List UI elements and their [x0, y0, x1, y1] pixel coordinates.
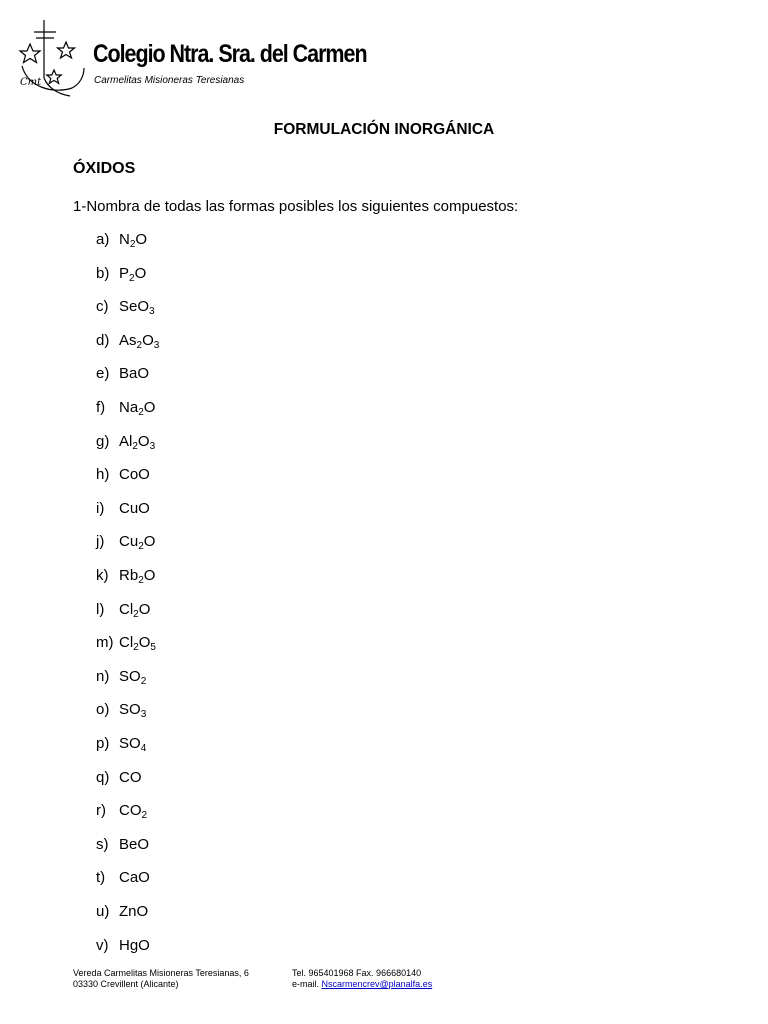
footer-email-label: e-mail.: [292, 979, 322, 989]
item-label: f): [96, 399, 106, 416]
formula-subscript: 2: [140, 675, 147, 687]
item-label: c): [96, 298, 109, 316]
formula-subscript: 2: [138, 575, 144, 586]
school-subtitle: Carmelitas Misioneras Teresianas: [94, 75, 245, 86]
formula-subscript: 2: [138, 407, 144, 418]
formula-symbol: Na: [119, 399, 139, 416]
list-item: [96, 533, 155, 553]
formula-subscript: 4: [140, 743, 147, 754]
list-item: [96, 298, 155, 318]
chemical-formula: [119, 298, 155, 318]
formula-symbol: ZnO: [119, 903, 149, 920]
formula-subscript: 2: [133, 642, 139, 654]
list-item: [96, 802, 147, 822]
chemical-formula: [119, 365, 149, 382]
list-item: [96, 399, 155, 419]
chemical-formula: [119, 769, 142, 786]
list-item: [96, 869, 150, 889]
chemical-formula: [119, 668, 146, 685]
formula-symbol: CuO: [119, 499, 150, 517]
chemical-formula: [119, 533, 156, 553]
formula-symbol: O: [138, 634, 151, 652]
chemical-formula: [119, 802, 148, 822]
formula-symbol: As: [119, 331, 137, 349]
chemical-formula: [119, 433, 155, 450]
formula-symbol: O: [143, 567, 156, 584]
formula-symbol: BeO: [119, 835, 150, 853]
footer-address-line: 03330 Crevillent (Alicante): [73, 979, 179, 989]
list-item: [96, 433, 155, 453]
chemical-formula: [119, 836, 149, 853]
list-item: [96, 701, 146, 721]
formula-symbol: Al: [119, 432, 133, 450]
formula-symbol: O: [142, 331, 154, 349]
formula-symbol: N: [119, 231, 130, 248]
formula-subscript: 3: [149, 440, 156, 452]
footer-email-line: [292, 979, 432, 990]
item-label: t): [96, 869, 106, 887]
item-label: r): [96, 802, 106, 820]
formula-symbol: O: [143, 533, 156, 551]
formula-subscript: 2: [138, 541, 144, 553]
list-item: [96, 500, 150, 520]
item-label: m): [96, 634, 114, 652]
formula-symbol: BaO: [119, 365, 150, 383]
formula-symbol: SO: [119, 735, 141, 752]
formula-symbol: HgO: [119, 936, 150, 954]
page-title: FORMULACIÓN INORGÁNICA: [273, 121, 495, 138]
chemical-formula: [119, 869, 150, 886]
footer-address: [73, 968, 249, 990]
star-icon: [20, 44, 40, 63]
formula-subscript: 2: [129, 239, 136, 250]
chemical-formula: [119, 701, 147, 721]
formula-symbol: SO: [119, 701, 141, 719]
chemical-formula: [119, 399, 155, 416]
list-item: [96, 567, 155, 587]
item-label: a): [96, 231, 110, 248]
formula-symbol: Cl: [119, 600, 134, 618]
exercise-instruction: 1-Nombra de todas las formas posibles los siguientes compuestos:: [73, 198, 519, 215]
list-item: [96, 735, 146, 755]
formula-symbol: Cu: [119, 533, 139, 551]
formula-subscript: 2: [129, 272, 135, 284]
formula-symbol: P: [119, 264, 130, 282]
chemical-formula: [119, 231, 147, 248]
list-item: [96, 769, 142, 789]
chemical-formula: [119, 332, 159, 349]
item-label: o): [96, 701, 110, 719]
chemical-formula: [119, 567, 155, 584]
footer-phone: Tel. 965401968 Fax. 966680140: [292, 968, 422, 978]
school-name: Colegio Ntra. Sra. del Carmen: [93, 40, 367, 68]
chemical-formula: [119, 601, 150, 618]
item-label: i): [96, 499, 105, 517]
chemical-formula: [119, 500, 150, 517]
item-label: q): [96, 768, 110, 786]
item-label: d): [96, 331, 110, 349]
formula-subscript: 2: [132, 440, 138, 452]
list-item: [96, 466, 150, 486]
list-item: [96, 903, 148, 923]
formula-symbol: SeO: [119, 298, 150, 316]
chemical-formula: [119, 903, 148, 920]
formula-symbol: Rb: [119, 567, 139, 584]
chemical-formula: [119, 265, 146, 282]
list-item: [96, 231, 147, 251]
star-icon: [47, 70, 61, 83]
item-label: s): [96, 835, 109, 853]
star-icon: [58, 42, 75, 58]
formula-symbol: CO: [119, 802, 142, 820]
formula-symbol: CoO: [119, 466, 150, 484]
list-item: [96, 937, 150, 957]
item-label: u): [96, 903, 110, 920]
section-heading: ÓXIDOS: [73, 160, 136, 177]
list-item: [96, 836, 149, 856]
formula-symbol: O: [134, 264, 147, 282]
item-label: k): [96, 567, 109, 584]
formula-symbol: O: [137, 432, 150, 450]
list-item: [96, 265, 146, 285]
item-label: g): [96, 432, 110, 450]
formula-symbol: O: [143, 399, 156, 416]
formula-subscript: 3: [140, 709, 147, 721]
formula-subscript: 5: [150, 642, 156, 654]
list-item: [96, 601, 150, 621]
formula-subscript: 2: [141, 810, 148, 822]
formula-symbol: CO: [119, 768, 142, 786]
item-label: n): [96, 667, 110, 685]
item-label: j): [96, 533, 105, 551]
chemical-formula: [119, 735, 146, 752]
item-label: h): [96, 466, 110, 484]
item-label: p): [96, 735, 110, 752]
item-label: e): [96, 365, 110, 383]
formula-subscript: 2: [136, 339, 143, 351]
footer-contact: [292, 968, 432, 990]
list-item: [96, 634, 156, 654]
list-item: [96, 365, 149, 385]
cross-icon: [34, 20, 56, 78]
formula-symbol: SO: [119, 667, 141, 685]
item-label: b): [96, 264, 110, 282]
list-item: [96, 332, 159, 352]
formula-subscript: 3: [149, 306, 155, 318]
chemical-formula: [119, 466, 150, 483]
formula-subscript: 2: [133, 608, 139, 620]
list-item: [96, 668, 146, 688]
chemical-formula: [119, 634, 156, 654]
formula-subscript: 3: [153, 339, 160, 351]
logo-monogram: Cmt: [20, 77, 42, 88]
formula-symbol: O: [135, 231, 148, 248]
footer-address-line: Vereda Carmelitas Misioneras Teresianas, 6: [73, 968, 249, 978]
formula-symbol: CaO: [119, 869, 150, 887]
item-label: v): [96, 936, 109, 954]
school-logo: [14, 18, 90, 98]
item-label: l): [96, 600, 105, 618]
formula-symbol: O: [138, 600, 151, 618]
chemical-formula: [119, 937, 150, 954]
email-link[interactable]: Nscarmencrev@planalfa.es: [321, 979, 433, 989]
formula-symbol: Cl: [119, 634, 134, 652]
